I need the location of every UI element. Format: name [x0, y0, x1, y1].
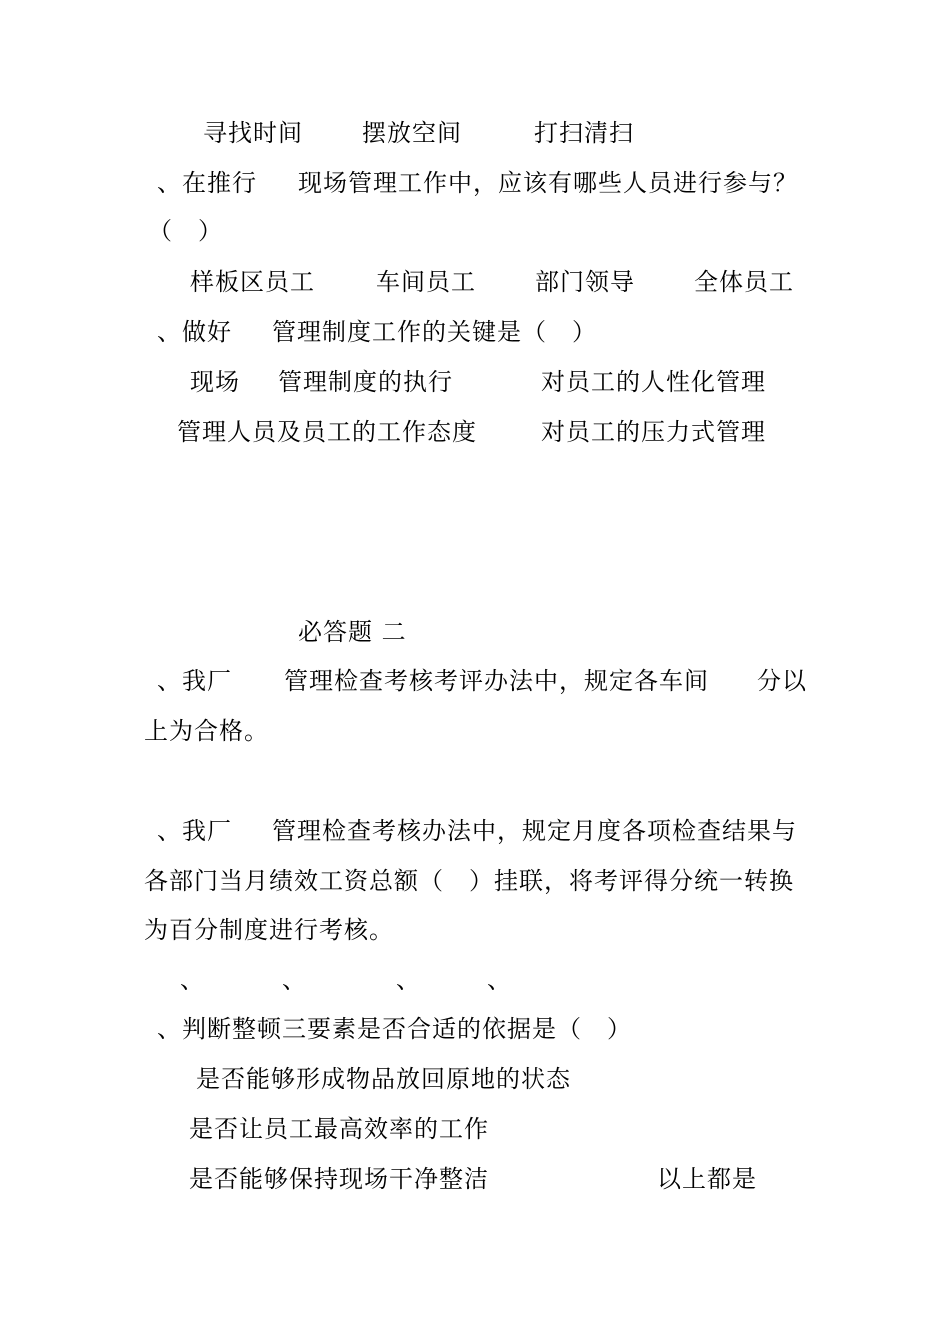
- question-stem: 为百分制度进行考核。: [144, 916, 394, 944]
- question-stem: 分以: [757, 667, 807, 695]
- option-separator: 、: [282, 966, 307, 994]
- option-text: 打扫清扫: [534, 119, 634, 147]
- question-stem: 管理检查考核考评办法中，规定各车间: [284, 667, 709, 695]
- option-text: 对员工的人性化管理: [541, 368, 766, 396]
- option-text: 寻找时间: [203, 119, 303, 147]
- option-text: 管理人员及员工的工作态度: [177, 418, 477, 446]
- section-title: 必答题 二: [298, 618, 407, 646]
- option-text: 样板区员工: [190, 268, 315, 296]
- question-stem: 、做好: [157, 318, 232, 346]
- answer-blank: （ ）: [148, 217, 223, 245]
- question-stem: 管理检查考核办法中，规定月度各项检查结果与: [272, 817, 797, 845]
- option-separator: 、: [396, 966, 421, 994]
- option-text: 车间员工: [376, 268, 476, 296]
- option-text: 全体员工: [694, 268, 794, 296]
- option-text: 是否让员工最高效率的工作: [189, 1115, 489, 1143]
- question-stem: 、我厂: [157, 667, 232, 695]
- option-separator: 、: [487, 966, 512, 994]
- option-text: 摆放空间: [362, 119, 462, 147]
- option-text: 管理制度的执行: [278, 368, 453, 396]
- option-text: 是否能够形成物品放回原地的状态: [196, 1065, 571, 1093]
- option-separator: 、: [180, 966, 205, 994]
- option-text: 部门领导: [535, 268, 635, 296]
- question-stem: 各部门当月绩效工资总额（ ）挂联，将考评得分统一转换: [144, 867, 794, 895]
- option-text: 以上都是: [657, 1165, 757, 1193]
- question-stem: 、我厂: [157, 817, 232, 845]
- question-stem: 上为合格。: [144, 717, 269, 745]
- option-text: 现场: [190, 368, 240, 396]
- question-stem: 管理制度工作的关键是（ ）: [272, 318, 597, 346]
- question-stem: 、判断整顿三要素是否合适的依据是（ ）: [157, 1015, 632, 1043]
- question-stem: 、在推行: [157, 169, 257, 197]
- question-stem: 现场管理工作中，应该有哪些人员进行参与？: [298, 169, 798, 197]
- option-text: 对员工的压力式管理: [541, 418, 766, 446]
- option-text: 是否能够保持现场干净整洁: [189, 1165, 489, 1193]
